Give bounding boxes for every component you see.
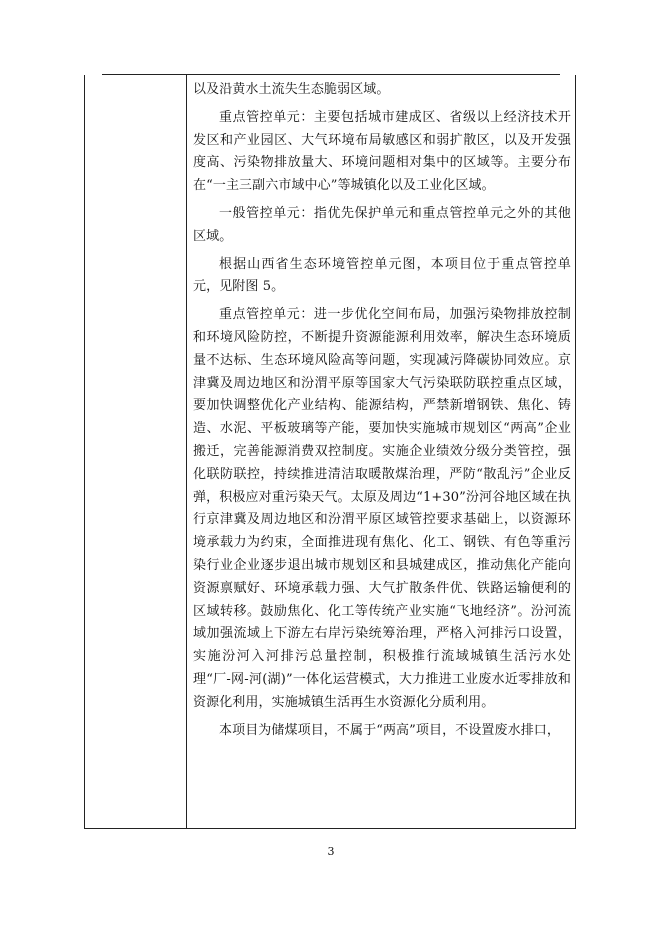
page-number: 3 — [327, 845, 335, 858]
paragraph-5: 重点管控单元：进一步优化空间布局，加强污染物排放控制和环境风险防控，不断提升资源能源利用效率，解决生态环境质量不达标、生态环境风险高等问题，实现减污降碳协同效应。京津冀及周边地区和汾渭平原等国家大气污染联防联控重点区域，要加快调整优化产业结构、能源结构，严禁新增钢铁、焦化、铸造、水泥、平板玻璃等产能，要加快实施城市规划区“两高”企业搬迁，完善能源消费双控制度。实施企业绩效分级分类管控，强化联防联控，持续推进清洁取暖散煤治理，严防“散乱污”企业反弹，积极应对重污染天气。太原及周边“1+30”汾河谷地区域在执行京津冀及周边地区和汾渭平原区域管控要求基础上，以资源环境承载力为约束，全面推进现有焦化、化工、钢铁、有色等重污染行业企业逐步退出城市规划区和县城建成区，推动焦化产能向资源禀赋好、环境承载力强、大气扩散条件优、铁路运输便利的区域转移。鼓励焦化、化工等传统产业实施“飞地经济”。汾河流域加强流域上下游左右岸污染统筹治理，严格入河排污口设置，实施汾河入河排污总量控制，积极推行流域城镇生活污水处理“厂-网-河(湖)”一体化运营模式，大力推进工业废水近零排放和资源化利用，实施城镇生活再生水资源化分质利用。 — [193, 307, 571, 710]
table-column-divider — [186, 75, 187, 828]
paragraph-6: 本项目为储煤项目，不属于“两高”项目，不设置废水排口， — [219, 722, 560, 738]
paragraph-3: 一般管控单元：指优先保护单元和重点管控单元之外的其他区域。 — [193, 205, 571, 244]
paragraph-1: 以及沿黄水土流失生态脆弱区域。 — [193, 82, 390, 97]
document-table — [84, 75, 576, 829]
paragraph-2: 重点管控单元：主要包括城市建成区、省级以上经济技术开发区和产业园区、大气环境布局敏感区和弱扩散区，以及开发强度高、污染物排放量大、环境问题相对集中的区域等。主要分布在“一主三副六市域中心”等城镇化以及工业化区域。 — [193, 109, 571, 194]
paragraph-4: 根据山西省生态环境管控单元图，本项目位于重点管控单元，见附图 5。 — [193, 256, 571, 295]
table-content-cell — [193, 79, 571, 742]
